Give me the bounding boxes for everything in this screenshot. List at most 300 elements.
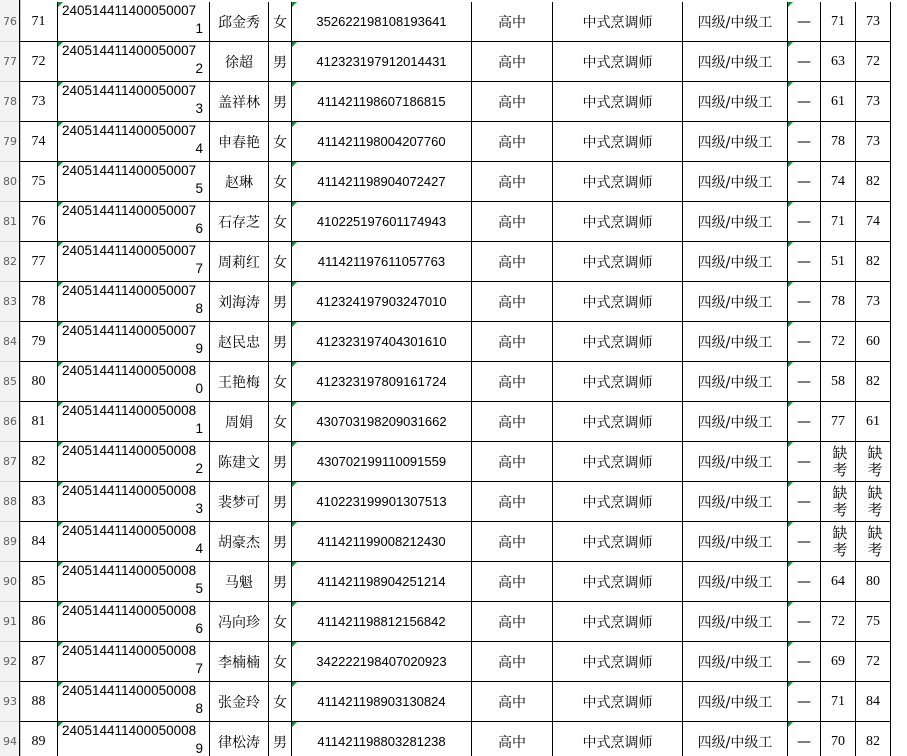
occupation-text: 中式烹调师 xyxy=(582,374,653,391)
gender-cell[interactable] xyxy=(269,722,292,756)
id-number-text: 410223199901307513 xyxy=(316,494,447,509)
level-cell[interactable] xyxy=(683,82,788,122)
row-number[interactable]: 81 xyxy=(0,202,20,242)
education-cell[interactable] xyxy=(472,322,553,362)
seq-cell[interactable] xyxy=(20,202,58,242)
row-number[interactable]: 76 xyxy=(0,2,20,42)
score2-cell[interactable] xyxy=(856,402,891,442)
extra-cell[interactable] xyxy=(788,602,821,642)
score1-cell[interactable] xyxy=(821,282,856,322)
score2-cell[interactable] xyxy=(856,242,891,282)
education-cell[interactable] xyxy=(472,82,553,122)
extra-cell[interactable] xyxy=(788,282,821,322)
education-cell[interactable] xyxy=(472,682,553,722)
exam-no-cell[interactable] xyxy=(58,2,210,42)
score2-text: 72 xyxy=(866,53,880,69)
score1-cell[interactable] xyxy=(821,242,856,282)
extra-cell[interactable] xyxy=(788,2,821,42)
gender-cell[interactable] xyxy=(269,322,292,362)
table-row[interactable] xyxy=(3,2,891,42)
occupation-cell[interactable] xyxy=(553,722,683,756)
row-number[interactable]: 79 xyxy=(0,122,20,162)
level-cell[interactable] xyxy=(683,242,788,282)
id-number-cell[interactable] xyxy=(292,242,472,282)
score1-cell[interactable] xyxy=(821,722,856,756)
score1-cell[interactable] xyxy=(821,2,856,42)
score1-cell[interactable] xyxy=(821,42,856,82)
id-number-cell[interactable] xyxy=(292,722,472,756)
score1-text: 78 xyxy=(831,293,845,309)
score2-cell[interactable] xyxy=(856,162,891,202)
name-cell[interactable] xyxy=(210,722,269,756)
score2-cell[interactable] xyxy=(856,682,891,722)
name-cell[interactable] xyxy=(210,2,269,42)
education-cell[interactable] xyxy=(472,522,553,562)
table-row[interactable] xyxy=(3,42,891,82)
education-cell[interactable] xyxy=(472,362,553,402)
id-number-cell[interactable] xyxy=(292,162,472,202)
name-cell[interactable] xyxy=(210,282,269,322)
occupation-cell[interactable] xyxy=(553,642,683,682)
score1-cell[interactable] xyxy=(821,162,856,202)
name-cell[interactable] xyxy=(210,82,269,122)
table-row[interactable] xyxy=(3,122,891,162)
exam-no-cell[interactable] xyxy=(58,362,210,402)
occupation-cell[interactable] xyxy=(553,162,683,202)
name-cell[interactable] xyxy=(210,602,269,642)
score1-text: 51 xyxy=(831,253,845,269)
exam-no-line1: 240514411400050007 xyxy=(62,163,197,178)
seq-cell[interactable] xyxy=(20,162,58,202)
extra-text: — xyxy=(797,53,811,70)
level-cell[interactable] xyxy=(683,402,788,442)
occupation-cell[interactable] xyxy=(553,122,683,162)
education-text: 高中 xyxy=(498,454,526,471)
row-number[interactable]: 88 xyxy=(0,482,20,522)
extra-cell[interactable] xyxy=(788,82,821,122)
table-row[interactable] xyxy=(3,162,891,202)
level-cell[interactable] xyxy=(683,122,788,162)
score2-cell[interactable] xyxy=(856,722,891,756)
score1-cell[interactable] xyxy=(821,202,856,242)
name-text: 裴梦可 xyxy=(218,494,260,511)
gender-text: 男 xyxy=(273,734,287,751)
seq-cell[interactable] xyxy=(20,42,58,82)
table-row[interactable] xyxy=(3,82,891,122)
score1-cell[interactable] xyxy=(821,362,856,402)
occupation-cell[interactable] xyxy=(553,362,683,402)
extra-cell[interactable] xyxy=(788,722,821,756)
id-number-text: 410225197601174943 xyxy=(316,214,447,229)
level-cell[interactable] xyxy=(683,202,788,242)
level-cell[interactable] xyxy=(683,442,788,482)
gender-cell[interactable] xyxy=(269,82,292,122)
name-cell[interactable] xyxy=(210,522,269,562)
education-cell[interactable] xyxy=(472,242,553,282)
seq-cell[interactable] xyxy=(20,242,58,282)
score2-text: 73 xyxy=(866,13,880,29)
exam-no-cell[interactable] xyxy=(58,122,210,162)
seq-cell[interactable] xyxy=(20,682,58,722)
score1-cell[interactable] xyxy=(821,642,856,682)
score2-cell[interactable] xyxy=(856,602,891,642)
occupation-cell[interactable] xyxy=(553,602,683,642)
score2-cell[interactable] xyxy=(856,562,891,602)
extra-cell[interactable] xyxy=(788,162,821,202)
name-text: 周莉红 xyxy=(218,254,260,271)
score1-cell[interactable] xyxy=(821,602,856,642)
exam-no-cell[interactable] xyxy=(58,402,210,442)
name-text: 冯向珍 xyxy=(218,614,260,631)
level-cell[interactable] xyxy=(683,642,788,682)
occupation-cell[interactable] xyxy=(553,402,683,442)
exam-no-cell[interactable] xyxy=(58,522,210,562)
exam-no-cell[interactable] xyxy=(58,562,210,602)
level-cell[interactable] xyxy=(683,482,788,522)
exam-no-cell[interactable] xyxy=(58,722,210,756)
gender-cell[interactable] xyxy=(269,482,292,522)
level-cell[interactable] xyxy=(683,562,788,602)
gender-cell[interactable] xyxy=(269,402,292,442)
exam-no-cell[interactable] xyxy=(58,202,210,242)
row-number[interactable]: 82 xyxy=(0,242,20,282)
id-number-cell[interactable] xyxy=(292,522,472,562)
score1-cell[interactable] xyxy=(821,402,856,442)
education-cell[interactable] xyxy=(472,442,553,482)
extra-text: — xyxy=(797,573,811,590)
score2-text: 73 xyxy=(866,133,880,149)
extra-cell[interactable] xyxy=(788,42,821,82)
row-number[interactable]: 85 xyxy=(0,362,20,402)
gender-text: 男 xyxy=(273,94,287,111)
table-row[interactable] xyxy=(3,242,891,282)
education-cell[interactable] xyxy=(472,642,553,682)
name-cell[interactable] xyxy=(210,362,269,402)
row-number[interactable]: 84 xyxy=(0,322,20,362)
occupation-text: 中式烹调师 xyxy=(582,94,653,111)
score2-cell[interactable] xyxy=(856,42,891,82)
exam-no-cell[interactable] xyxy=(58,162,210,202)
table-row[interactable] xyxy=(3,522,891,562)
id-number-cell[interactable] xyxy=(292,442,472,482)
score2-cell[interactable] xyxy=(856,2,891,42)
score1-text: 72 xyxy=(831,613,845,629)
exam-no-line1: 240514411400050008 xyxy=(62,563,197,578)
id-number-cell[interactable] xyxy=(292,602,472,642)
occupation-cell[interactable] xyxy=(553,322,683,362)
seq-text: 78 xyxy=(31,293,46,309)
gender-text: 女 xyxy=(273,414,287,431)
occupation-cell[interactable] xyxy=(553,2,683,42)
id-number-cell[interactable] xyxy=(292,562,472,602)
name-cell[interactable] xyxy=(210,402,269,442)
occupation-cell[interactable] xyxy=(553,82,683,122)
seq-cell[interactable] xyxy=(20,322,58,362)
name-cell[interactable] xyxy=(210,682,269,722)
score2-cell[interactable] xyxy=(856,322,891,362)
exam-no-cell[interactable] xyxy=(58,482,210,522)
gender-cell[interactable] xyxy=(269,242,292,282)
row-number[interactable]: 91 xyxy=(0,602,20,642)
extra-cell[interactable] xyxy=(788,402,821,442)
id-number-cell[interactable] xyxy=(292,682,472,722)
exam-no-cell[interactable] xyxy=(58,242,210,282)
exam-no-line2: 1 xyxy=(195,21,203,36)
table-row[interactable] xyxy=(3,282,891,322)
education-cell[interactable] xyxy=(472,2,553,42)
gender-cell[interactable] xyxy=(269,362,292,402)
row-number[interactable]: 92 xyxy=(0,642,20,682)
name-cell[interactable] xyxy=(210,442,269,482)
table-row[interactable] xyxy=(3,722,891,756)
seq-cell[interactable] xyxy=(20,282,58,322)
gender-cell[interactable] xyxy=(269,162,292,202)
occupation-cell[interactable] xyxy=(553,562,683,602)
extra-cell[interactable] xyxy=(788,562,821,602)
row-number[interactable]: 80 xyxy=(0,162,20,202)
score1-cell[interactable] xyxy=(821,562,856,602)
level-cell[interactable] xyxy=(683,42,788,82)
education-cell[interactable] xyxy=(472,722,553,756)
seq-cell[interactable] xyxy=(20,482,58,522)
seq-cell[interactable] xyxy=(20,722,58,756)
level-cell[interactable] xyxy=(683,162,788,202)
gender-cell[interactable] xyxy=(269,282,292,322)
absent-label: 缺考 xyxy=(830,444,847,479)
occupation-cell[interactable] xyxy=(553,442,683,482)
education-cell[interactable] xyxy=(472,282,553,322)
gender-cell[interactable] xyxy=(269,562,292,602)
gender-cell[interactable] xyxy=(269,202,292,242)
score2-text: 74 xyxy=(866,213,880,229)
id-number-cell[interactable] xyxy=(292,482,472,522)
score1-cell[interactable] xyxy=(821,122,856,162)
education-text: 高中 xyxy=(498,14,526,31)
education-cell[interactable] xyxy=(472,562,553,602)
extra-cell[interactable] xyxy=(788,442,821,482)
education-cell[interactable] xyxy=(472,202,553,242)
exam-no-cell[interactable] xyxy=(58,282,210,322)
row-number[interactable]: 94 xyxy=(0,722,20,756)
id-number-cell[interactable] xyxy=(292,322,472,362)
occupation-text: 中式烹调师 xyxy=(582,414,653,431)
row-number[interactable]: 93 xyxy=(0,682,20,722)
extra-text: — xyxy=(797,613,811,630)
name-cell[interactable] xyxy=(210,122,269,162)
id-number-cell[interactable] xyxy=(292,82,472,122)
gender-text: 男 xyxy=(273,534,287,551)
level-text: 四级/中级工 xyxy=(697,134,773,151)
gender-cell[interactable] xyxy=(269,522,292,562)
occupation-text: 中式烹调师 xyxy=(582,454,653,471)
education-cell[interactable] xyxy=(472,402,553,442)
id-number-text: 412324197903247010 xyxy=(316,294,447,309)
id-number-cell[interactable] xyxy=(292,642,472,682)
score2-cell[interactable] xyxy=(856,442,891,482)
score2-cell[interactable] xyxy=(856,362,891,402)
extra-cell[interactable] xyxy=(788,202,821,242)
education-text: 高中 xyxy=(498,334,526,351)
name-cell[interactable] xyxy=(210,42,269,82)
exam-no-line1: 240514411400050008 xyxy=(62,603,197,618)
exam-no-cell[interactable] xyxy=(58,442,210,482)
name-cell[interactable] xyxy=(210,322,269,362)
level-cell[interactable] xyxy=(683,322,788,362)
table-row[interactable] xyxy=(3,562,891,602)
id-number-cell[interactable] xyxy=(292,202,472,242)
education-cell[interactable] xyxy=(472,122,553,162)
extra-cell[interactable] xyxy=(788,122,821,162)
name-text: 赵琳 xyxy=(225,174,253,191)
gender-cell[interactable] xyxy=(269,642,292,682)
table-row[interactable] xyxy=(3,482,891,522)
gender-cell[interactable] xyxy=(269,682,292,722)
seq-cell[interactable] xyxy=(20,562,58,602)
occupation-cell[interactable] xyxy=(553,42,683,82)
seq-cell[interactable] xyxy=(20,642,58,682)
occupation-cell[interactable] xyxy=(553,682,683,722)
score2-cell[interactable] xyxy=(856,642,891,682)
score1-cell[interactable] xyxy=(821,682,856,722)
id-number-text: 411421198803281238 xyxy=(317,734,446,749)
exam-no-cell[interactable] xyxy=(58,682,210,722)
exam-no-cell[interactable] xyxy=(58,322,210,362)
extra-cell[interactable] xyxy=(788,322,821,362)
id-number-cell[interactable] xyxy=(292,402,472,442)
row-number[interactable]: 87 xyxy=(0,442,20,482)
score1-cell[interactable] xyxy=(821,482,856,522)
extra-cell[interactable] xyxy=(788,522,821,562)
name-cell[interactable] xyxy=(210,202,269,242)
score1-cell[interactable] xyxy=(821,442,856,482)
table-row[interactable] xyxy=(3,402,891,442)
extra-cell[interactable] xyxy=(788,482,821,522)
absent-label: 缺考 xyxy=(865,444,882,479)
id-number-cell[interactable] xyxy=(292,42,472,82)
gender-text: 女 xyxy=(273,174,287,191)
table-row[interactable] xyxy=(3,322,891,362)
occupation-text: 中式烹调师 xyxy=(582,294,653,311)
education-cell[interactable] xyxy=(472,602,553,642)
education-text: 高中 xyxy=(498,494,526,511)
score2-cell[interactable] xyxy=(856,522,891,562)
seq-cell[interactable] xyxy=(20,122,58,162)
table-row[interactable] xyxy=(3,682,891,722)
occupation-cell[interactable] xyxy=(553,242,683,282)
seq-text: 89 xyxy=(31,733,46,749)
seq-cell[interactable] xyxy=(20,82,58,122)
name-cell[interactable] xyxy=(210,642,269,682)
exam-no-cell[interactable] xyxy=(58,642,210,682)
table-row[interactable] xyxy=(3,642,891,682)
id-number-cell[interactable] xyxy=(292,2,472,42)
education-cell[interactable] xyxy=(472,482,553,522)
extra-cell[interactable] xyxy=(788,362,821,402)
id-number-cell[interactable] xyxy=(292,122,472,162)
exam-no-cell[interactable] xyxy=(58,42,210,82)
score1-cell[interactable] xyxy=(821,322,856,362)
name-text: 胡豪杰 xyxy=(218,534,260,551)
extra-cell[interactable] xyxy=(788,242,821,282)
name-cell[interactable] xyxy=(210,162,269,202)
extra-text: — xyxy=(797,373,811,390)
exam-no-line1: 240514411400050008 xyxy=(62,443,197,458)
name-cell[interactable] xyxy=(210,242,269,282)
score1-cell[interactable] xyxy=(821,522,856,562)
name-text: 石存芝 xyxy=(218,214,260,231)
gender-cell[interactable] xyxy=(269,42,292,82)
extra-cell[interactable] xyxy=(788,682,821,722)
exam-no-line2: 4 xyxy=(195,541,203,556)
seq-cell[interactable] xyxy=(20,362,58,402)
table-row[interactable] xyxy=(3,442,891,482)
seq-text: 76 xyxy=(31,213,46,229)
level-cell[interactable] xyxy=(683,682,788,722)
exam-no-line1: 240514411400050007 xyxy=(62,3,197,18)
score1-cell[interactable] xyxy=(821,82,856,122)
table-row[interactable] xyxy=(3,362,891,402)
score2-cell[interactable] xyxy=(856,82,891,122)
row-number[interactable]: 78 xyxy=(0,82,20,122)
level-cell[interactable] xyxy=(683,362,788,402)
exam-no-line1: 240514411400050007 xyxy=(62,283,197,298)
gender-cell[interactable] xyxy=(269,442,292,482)
level-cell[interactable] xyxy=(683,722,788,756)
id-number-cell[interactable] xyxy=(292,282,472,322)
name-cell[interactable] xyxy=(210,562,269,602)
row-number[interactable]: 83 xyxy=(0,282,20,322)
occupation-cell[interactable] xyxy=(553,202,683,242)
row-number[interactable]: 89 xyxy=(0,522,20,562)
gender-cell[interactable] xyxy=(269,2,292,42)
gender-cell[interactable] xyxy=(269,122,292,162)
level-cell[interactable] xyxy=(683,282,788,322)
level-text: 四级/中级工 xyxy=(697,734,773,751)
id-number-cell[interactable] xyxy=(292,362,472,402)
row-number[interactable]: 77 xyxy=(0,42,20,82)
extra-cell[interactable] xyxy=(788,642,821,682)
occupation-cell[interactable] xyxy=(553,522,683,562)
row-number[interactable]: 90 xyxy=(0,562,20,602)
seq-cell[interactable] xyxy=(20,602,58,642)
occupation-cell[interactable] xyxy=(553,282,683,322)
seq-cell[interactable] xyxy=(20,2,58,42)
name-cell[interactable] xyxy=(210,482,269,522)
occupation-cell[interactable] xyxy=(553,482,683,522)
exam-no-cell[interactable] xyxy=(58,602,210,642)
education-cell[interactable] xyxy=(472,162,553,202)
seq-cell[interactable] xyxy=(20,442,58,482)
score2-cell[interactable] xyxy=(856,482,891,522)
level-text: 四级/中级工 xyxy=(697,94,773,111)
absent-label: 缺考 xyxy=(865,524,882,559)
level-cell[interactable] xyxy=(683,522,788,562)
score2-cell[interactable] xyxy=(856,122,891,162)
table-row[interactable] xyxy=(3,602,891,642)
row-number[interactable]: 86 xyxy=(0,402,20,442)
education-cell[interactable] xyxy=(472,42,553,82)
score2-cell[interactable] xyxy=(856,282,891,322)
gender-cell[interactable] xyxy=(269,602,292,642)
table-row[interactable] xyxy=(3,202,891,242)
seq-cell[interactable] xyxy=(20,522,58,562)
level-cell[interactable] xyxy=(683,602,788,642)
level-text: 四级/中级工 xyxy=(697,54,773,71)
level-cell[interactable] xyxy=(683,2,788,42)
score2-cell[interactable] xyxy=(856,202,891,242)
seq-cell[interactable] xyxy=(20,402,58,442)
exam-no-cell[interactable] xyxy=(58,82,210,122)
